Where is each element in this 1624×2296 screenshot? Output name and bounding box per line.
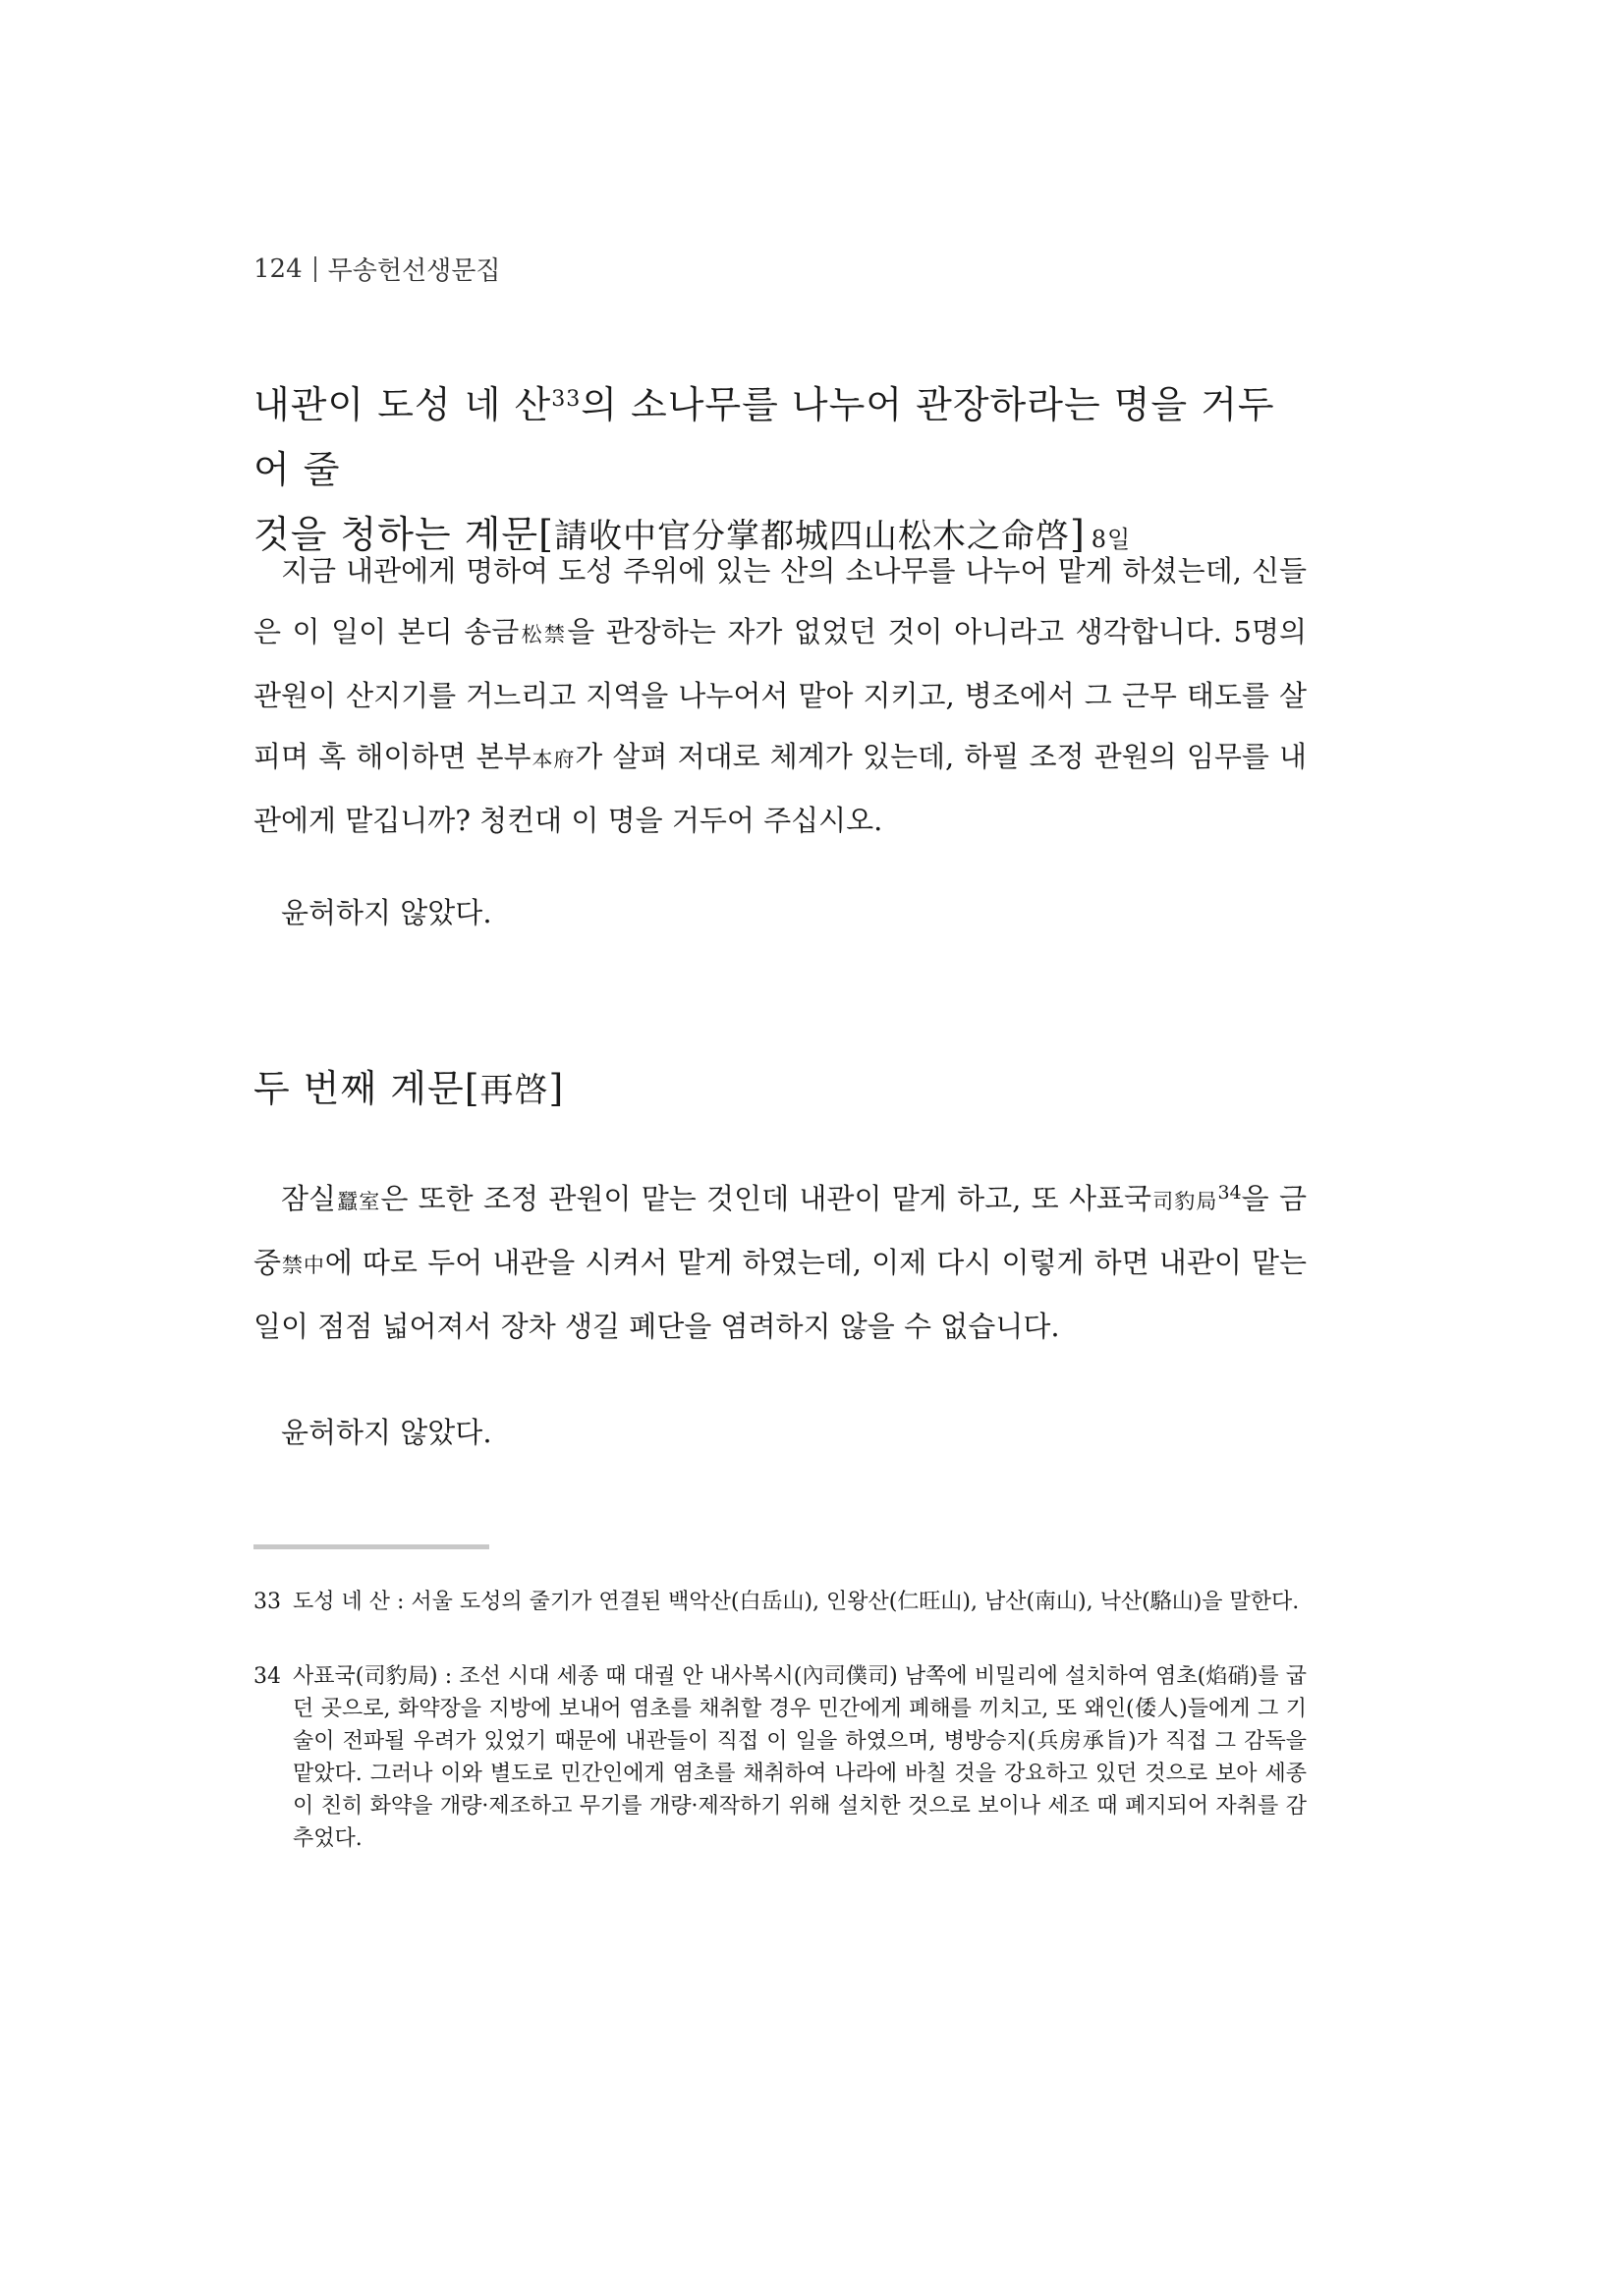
body-text: 잠실 (281, 1182, 337, 1215)
section-1-title-text: ] (1069, 513, 1086, 556)
footnote-ref-33[interactable]: 33 (551, 387, 582, 412)
footnote-text: 사표국(司豹局) : 조선 시대 세종 때 대궐 안 내사복시(內司僕司) 남쪽에 비밀리에 설치하여 염초(焰硝)를 굽던 곳으로, 화약장을 지방에 보내어 염초를 채취할 경우 민간에게 폐해를 끼치고, 또 왜인(倭人)들에게 그 기술이 전파될 우려가 있었기 때문에 내관들이 직접 이 일을 하였으며, 병방승지(兵房承旨)가 직접 그 감독을 맡았다. 그러나 이와 별도로 민간인에게 염초를 채취하여 나라에 바칠 것을 강요하고 있던 것으로 보아 세종이 친히 화약을 개량·제조하고 무기를 개량·제작하기 위해 설치한 것으로 보이나 세조 때 폐지되어 자취를 감추었다. (293, 1664, 1307, 1851)
footnote-number: 34 (253, 1664, 281, 1689)
body-text: 에 따로 두어 내관을 시켜서 맡게 하였는데, 이제 다시 이렇게 하면 내관이 맡는 일이 점점 넓어져서 장차 생길 폐단을 염려하지 않을 수 없습니다. (253, 1246, 1308, 1343)
body-text: 은 또한 조정 관원이 맡는 것인데 내관이 맡게 하고, 또 사표국 (380, 1182, 1152, 1215)
section-2-reply: 윤허하지 않았다. (281, 1416, 492, 1449)
footnote-34 (253, 1660, 1307, 1855)
footnote-number: 33 (253, 1590, 281, 1614)
section-1-title-text: 것을 청하는 계문[ (253, 513, 554, 556)
footnote-33 (253, 1586, 1307, 1618)
section-2-title-text: ] (548, 1067, 565, 1110)
body-text: 가 살펴 저대로 체계가 있는데, 하필 조정 관원의 임무를 내관에게 맡깁니까? 청컨대 이 명을 거두어 주십시오. (253, 740, 1308, 837)
section-1-title-text: 내관이 도성 네 산 (253, 383, 552, 426)
book-title: 무송헌선생문집 (327, 256, 501, 286)
running-header (253, 251, 500, 287)
section-2-body (253, 1162, 1307, 1357)
section-1-body (253, 540, 1307, 851)
footnote-ref-34[interactable]: 34 (1217, 1182, 1242, 1204)
hanja-gloss: 司豹局 (1151, 1190, 1218, 1213)
section-1-title-text: 의 소나무를 나누어 관장하라는 명을 거두어 줄 (253, 383, 1275, 491)
hanja-gloss: 松禁 (519, 623, 568, 646)
page-number: 124 (253, 253, 303, 284)
body-text: 을 금중 (253, 1182, 1308, 1279)
section-2-title (253, 1056, 1307, 1123)
section-1-title-hanja: 請收中官分掌都城四山松木之命啓 (553, 517, 1070, 556)
footnote-text: 도성 네 산 : 서울 도성의 줄기가 연결된 백악산(白岳山), 인왕산(仁旺山), 남산(南山), 낙산(駱山)을 말한다. (293, 1590, 1300, 1614)
hanja-gloss: 蠶室 (336, 1190, 381, 1213)
section-2-title-text: 두 번째 계문[ (253, 1067, 480, 1110)
footnote-divider (253, 1544, 489, 1549)
hanja-gloss: 禁中 (281, 1254, 325, 1277)
section-2-title-hanja: 再啓 (479, 1071, 549, 1110)
body-text: 지금 내관에게 명하여 도성 주위에 있는 산의 소나무를 나누어 맡게 하셨는데, 신들은 이 일이 본디 송금 (253, 554, 1307, 648)
hanja-gloss: 本府 (531, 748, 576, 771)
header-separator (314, 256, 316, 282)
body-text: 을 관장하는 자가 없었던 것이 아니라고 생각합니다. 5명의 관원이 산지기를 거느리고 지역을 나누어서 맡아 지키고, 병조에서 그 근무 태도를 살피며 혹 해이하면 본부 (253, 615, 1307, 773)
section-1-date: 8일 (1091, 526, 1132, 553)
section-1-reply: 윤허하지 않았다. (281, 896, 492, 929)
